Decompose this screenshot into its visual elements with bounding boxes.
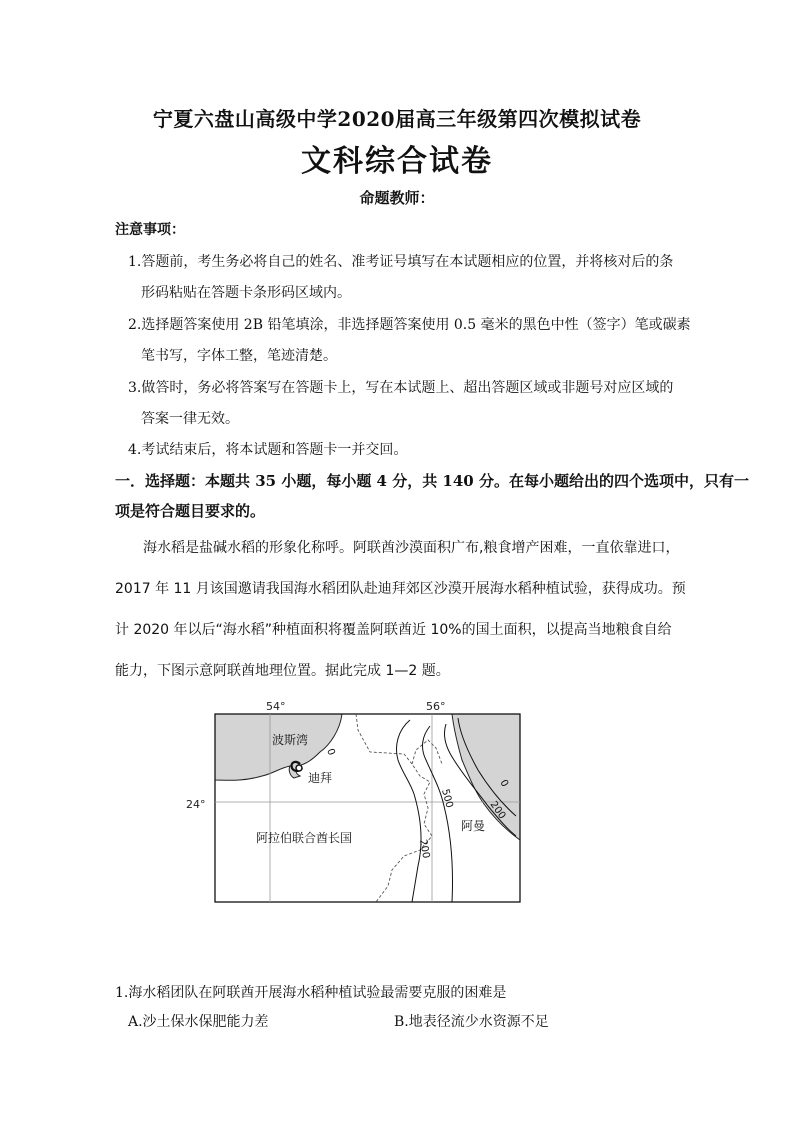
note-item-2-line-1: 2.选择题答案使用 2B 铅笔填涂，非选择题答案使用 0.5 毫米的黑色中性（签字）笔或碳素 bbox=[128, 317, 691, 333]
note-item-3-line-2: 答案一律无效。 bbox=[141, 411, 239, 427]
section-1-heading-line-1: 一．选择题：本题共 35 小题，每小题 4 分，共 140 分。在每小题给出的四个选项中，只有一 bbox=[115, 472, 749, 490]
map-contour-0-label-gulf: 0 bbox=[324, 747, 337, 758]
subject-title: 文科综合试卷 bbox=[301, 144, 493, 179]
map-contour-200-west bbox=[397, 720, 421, 902]
passage-line-1: 海水稻是盐碱水稻的形象化称呼。阿联酋沙漠面积广布,粮食增产困难，一直依靠进口， bbox=[143, 540, 680, 556]
map-oman-label: 阿曼 bbox=[461, 819, 486, 833]
note-item-1-line-2: 形码粘贴在答题卡条形码区域内。 bbox=[141, 285, 351, 301]
note-item-1-line-1: 1.答题前，考生务必将自己的姓名、准考证号填写在本试题相应的位置，并将核对后的条 bbox=[128, 254, 674, 270]
map-persian-gulf-label: 波斯湾 bbox=[272, 733, 309, 747]
question-1-stem: 1.海水稻团队在阿联酋开展海水稻种植试验最需要克服的困难是 bbox=[115, 985, 507, 1001]
question-1-option-b: B.地表径流少水资源不足 bbox=[394, 1014, 549, 1030]
notes-heading: 注意事项： bbox=[115, 222, 185, 238]
map-border-segment bbox=[412, 740, 442, 764]
section-1-heading-line-2: 项是符合题目要求的。 bbox=[115, 502, 266, 520]
uae-location-map bbox=[180, 690, 540, 910]
teacher-label: 命题教师： bbox=[359, 189, 435, 207]
note-item-2-line-2: 笔书写，字体工整，笔迹清楚。 bbox=[141, 348, 337, 364]
map-lon-54-label: 54° bbox=[266, 700, 286, 713]
map-lat-24-label: 24° bbox=[186, 798, 206, 811]
map-lon-56-label: 56° bbox=[426, 700, 446, 713]
question-1-option-a: A.沙土保水保肥能力差 bbox=[128, 1014, 269, 1030]
passage-line-3: 计 2020 年以后“海水稻”种植面积将覆盖阿联酋近 10%的国土面积，以提高当地粮食自给 bbox=[115, 622, 672, 638]
map-uae-label: 阿拉伯联合酋长国 bbox=[256, 831, 353, 845]
map-national-border bbox=[356, 714, 432, 902]
map-dubai-marker bbox=[296, 765, 302, 771]
note-item-4: 4.考试结束后，将本试题和答题卡一并交回。 bbox=[128, 442, 408, 458]
map-dubai-label: 迪拜 bbox=[308, 771, 333, 785]
passage-line-4: 能力，下图示意阿联酋地理位置。据此完成 1—2 题。 bbox=[115, 663, 450, 679]
passage-line-2: 2017 年 11 月该国邀请我国海水稻团队赴迪拜郊区沙漠开展海水稻种植试验，获得成功。预 bbox=[115, 581, 686, 597]
map-contour-200-label-west: 200 bbox=[417, 838, 432, 860]
map-contour-500-label: 500 bbox=[439, 787, 455, 810]
school-title: 宁夏六盘山高级中学2020届高三年级第四次模拟试卷 bbox=[152, 107, 642, 131]
note-item-3-line-1: 3.做答时，务必将答案写在答题卡上，写在本试题上、超出答题区域或非题号对应区域的 bbox=[128, 380, 674, 396]
map-contour-0-label-east: 0 bbox=[497, 778, 511, 790]
map-contour-200-label-east: 200 bbox=[487, 799, 508, 822]
